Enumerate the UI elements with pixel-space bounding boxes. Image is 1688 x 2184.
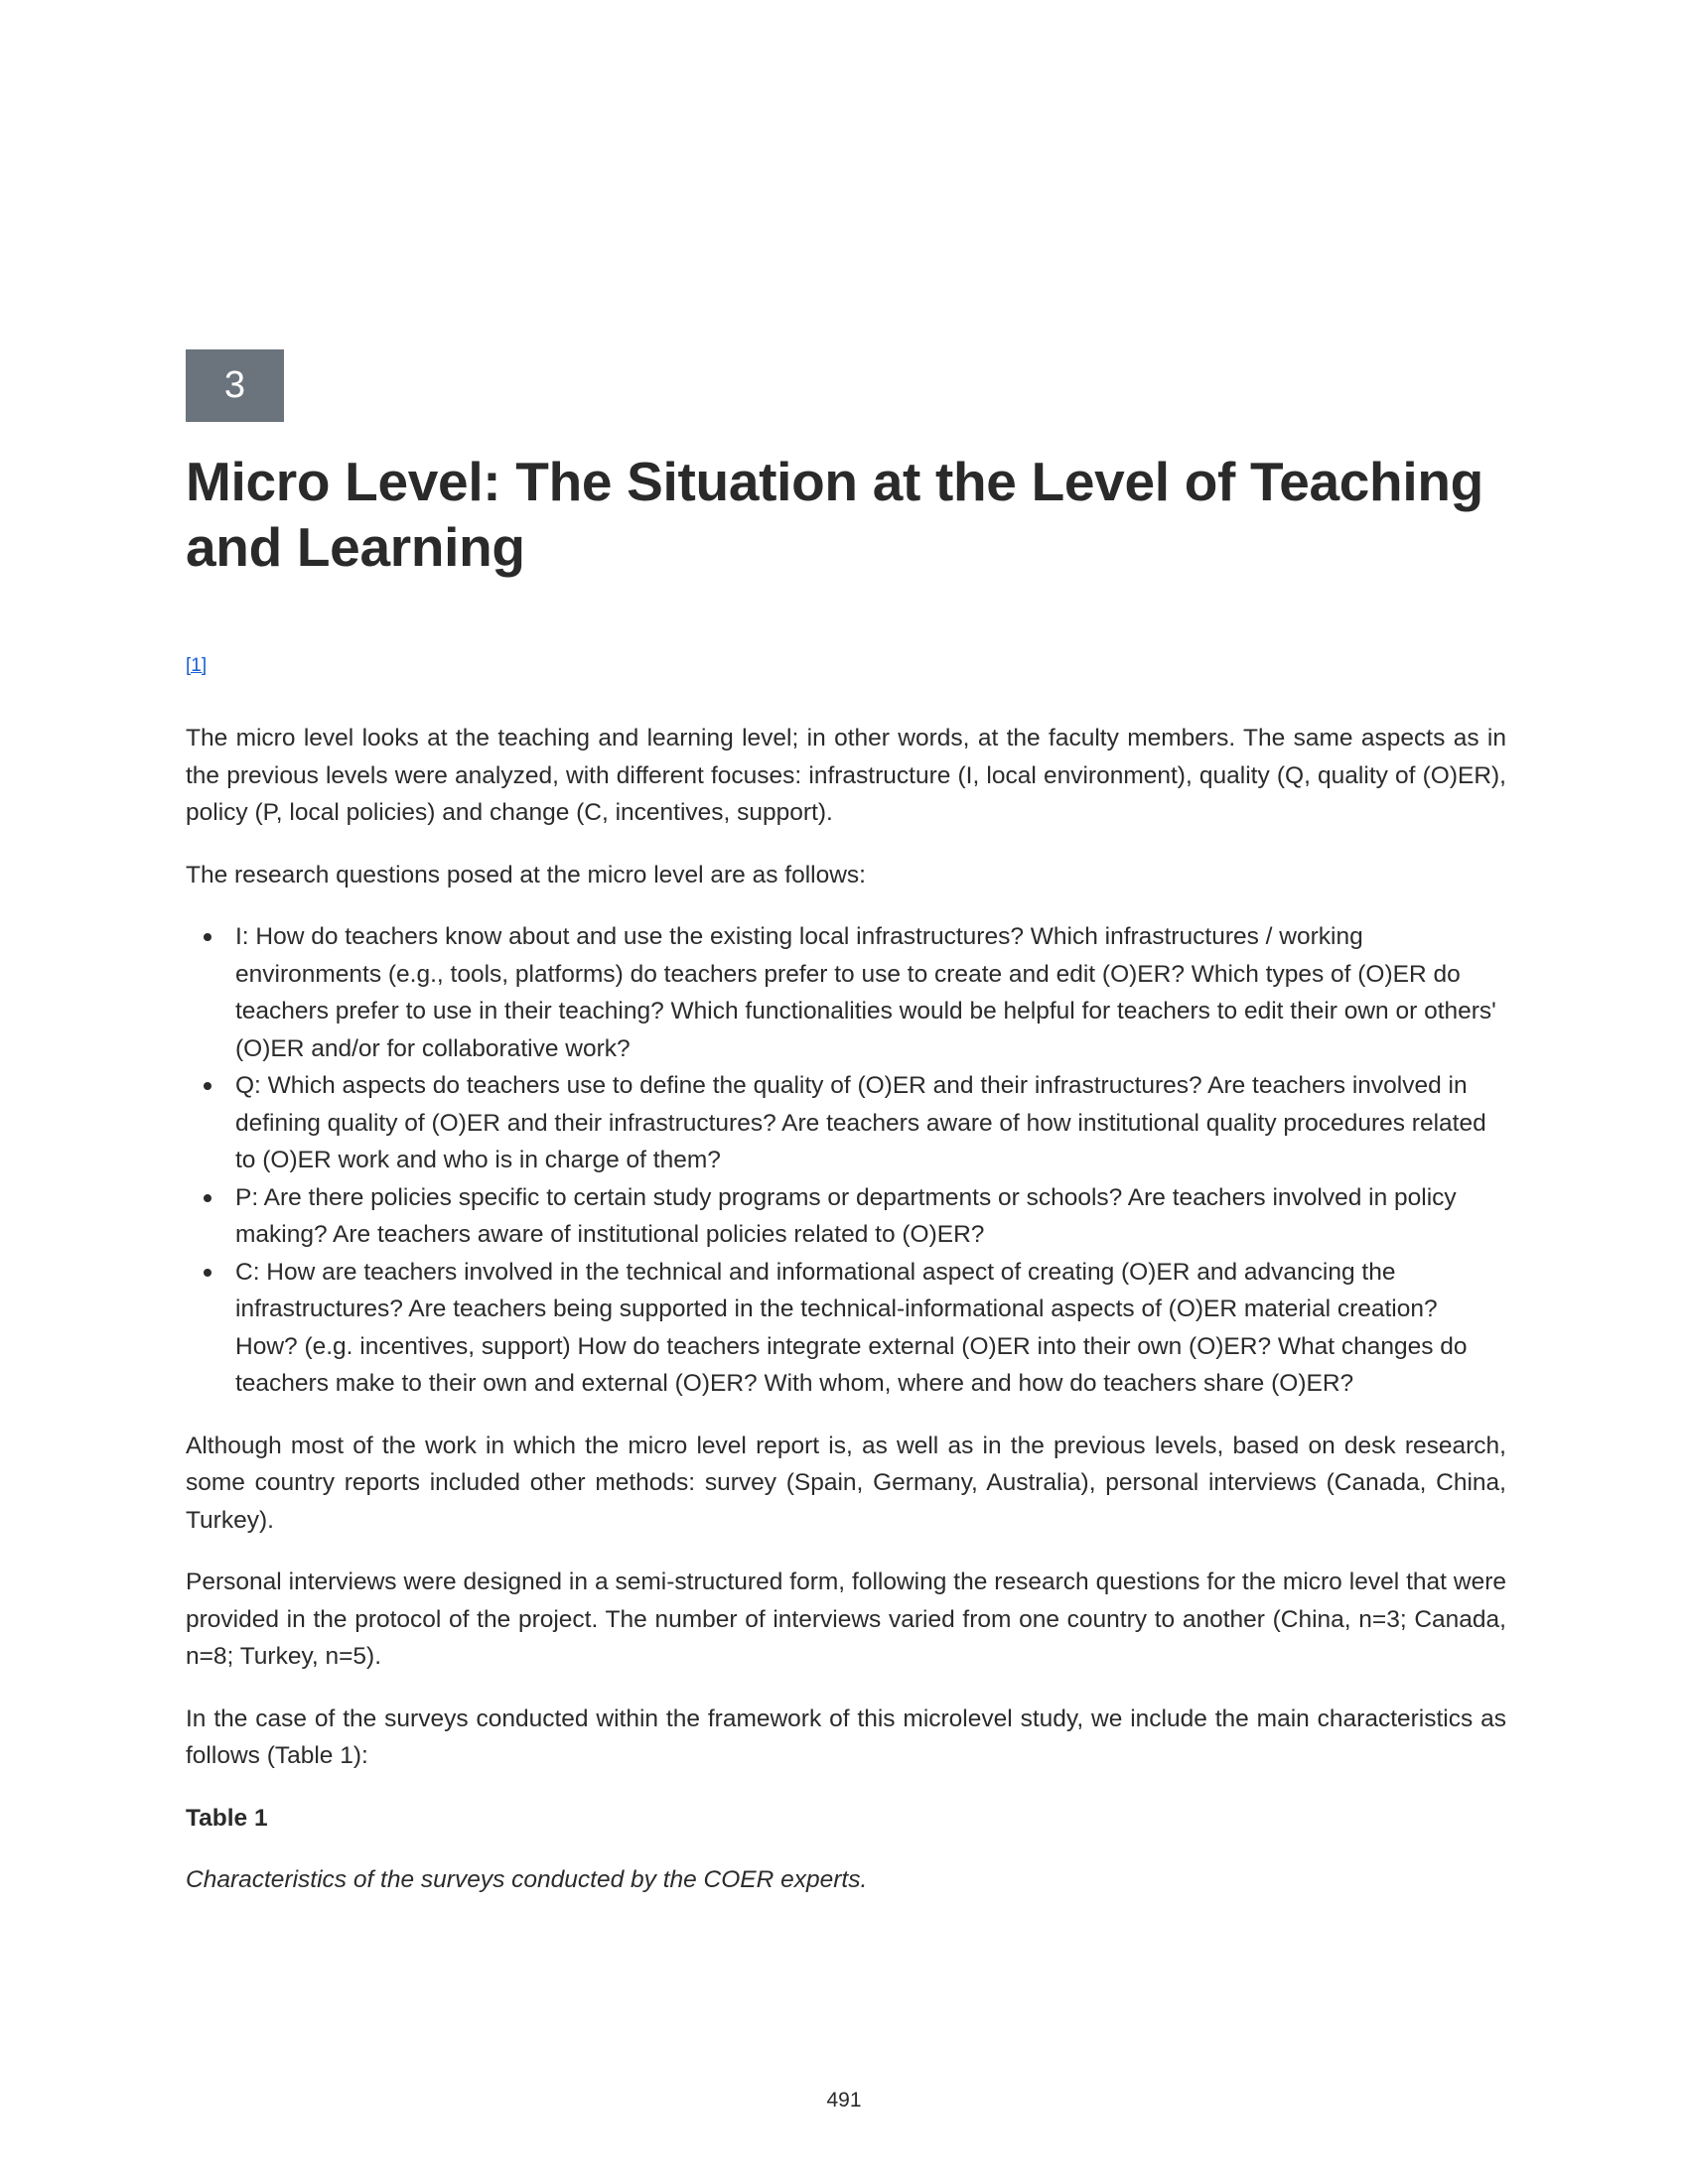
table-label: Table 1 — [186, 1804, 268, 1832]
list-item — [235, 918, 1506, 1067]
surveys-paragraph: In the case of the surveys conducted within the framework of this microlevel study, we include the main characteristics as follows (Table 1): — [186, 1705, 1506, 1769]
bullet-icon — [204, 1082, 211, 1090]
table-caption: Characteristics of the surveys conducted by the COER experts. — [186, 1866, 868, 1893]
questions-lead-paragraph: The research questions posed at the micro level are as follows: — [186, 861, 866, 888]
page-number: 491 — [826, 2089, 862, 2112]
footnote-link[interactable]: [1] — [186, 655, 208, 676]
chapter-body — [186, 720, 1506, 1924]
list-item-text: P: Are there policies specific to certain study programs or departments or schools? Are teachers involved in policy making? Are teachers aware of institutional policies related to (O)ER? — [235, 1183, 1457, 1248]
research-questions-list — [186, 918, 1506, 1403]
list-item-text: Q: Which aspects do teachers use to define the quality of (O)ER and their infrastructures? Are teachers involved in defining quality of (O)ER and their infrastructures? Are teachers aware of how institutional quality procedures related to (O)ER work and who is in charge of them? — [235, 1072, 1486, 1173]
list-item — [235, 1179, 1506, 1254]
bullet-icon — [204, 933, 211, 941]
interviews-paragraph: Personal interviews were designed in a semi-structured form, following the research questions for the micro level that were provided in the protocol of the project. The number of interviews varied from one country to another (China, n=3; Canada, n=8; Turkey, n=5). — [186, 1569, 1506, 1670]
list-item — [235, 1067, 1506, 1179]
bullet-icon — [204, 1194, 211, 1202]
chapter-title: Micro Level: The Situation at the Level of Teaching and Learning — [186, 451, 1483, 578]
list-item-text: I: How do teachers know about and use the existing local infrastructures? Which infrastructures / working environments (e.g., tools, platforms) do teachers prefer to use to create and edit (O)ER? Which types of (O)ER do teachers prefer to use in their teaching? Which functionalities would be helpful for teachers to edit their own or others' (O)ER and/or for collaborative work? — [235, 923, 1496, 1062]
list-item-text: C: How are teachers involved in the technical and informational aspect of creating (O)ER and advancing the infrastructures? Are teachers being supported in the technical-informational aspects of (O)ER material creation? How? (e.g. incentives, support) How do teachers integrate external (O)ER into their own (O)ER? What changes do teachers make to their own and external (O)ER? With whom, where and how do teachers share (O)ER? — [235, 1258, 1468, 1397]
list-item — [235, 1254, 1506, 1403]
bullet-icon — [204, 1269, 211, 1277]
methods-paragraph: Although most of the work in which the micro level report is, as well as in the previous levels, based on desk research, some country reports included other methods: survey (Spain, Germany, Australia), personal interviews (Canada, China, Turkey). — [186, 1432, 1506, 1534]
chapter-number-badge: 3 — [186, 349, 284, 422]
intro-paragraph: The micro level looks at the teaching and learning level; in other words, at the faculty members. The same aspects as in the previous levels were analyzed, with different focuses: infrastructure (I, local environment), quality (Q, quality of (O)ER), policy (P, local policies) and change (C, incentives, support). — [186, 725, 1506, 826]
